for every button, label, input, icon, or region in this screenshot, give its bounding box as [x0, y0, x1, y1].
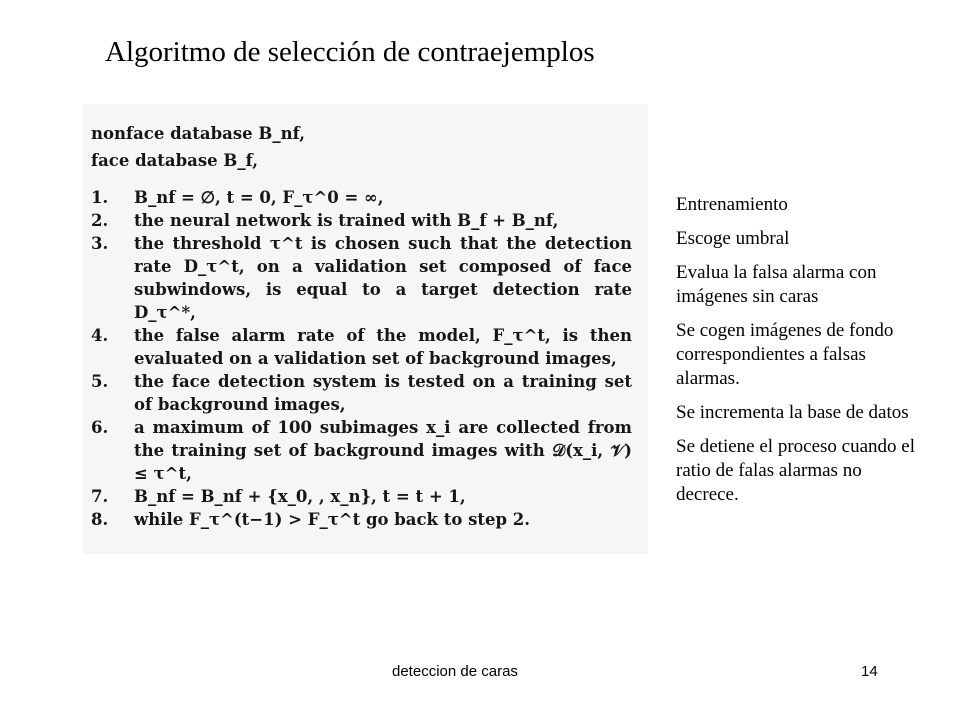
step-text: B_nf = ∅, t = 0, F_τ^0 = ∞, [134, 188, 384, 207]
step-number: 4. [91, 326, 109, 345]
step-number: 1. [91, 188, 109, 207]
face-database-line: face database B_f, [91, 151, 259, 170]
note-detiene-proceso: Se detiene el proceso cuando el ratio de falas alarmas no decrece. [676, 436, 915, 505]
step-text: the threshold τ^t is chosen such that the detection rate D_τ^t, on a validation set composed of face subwindows, is equal to a target detection rate D_τ^*, [134, 234, 632, 322]
step-number: 3. [91, 234, 109, 253]
note-evalua-falsa-alarma: Evalua la falsa alarma con imágenes sin caras [676, 262, 877, 307]
step-number: 7. [91, 487, 109, 506]
step-number: 2. [91, 211, 109, 230]
step-notes [676, 193, 916, 517]
step-text: the false alarm rate of the model, F_τ^t, is then evaluated on a validation set of background images, [134, 326, 632, 368]
algorithm-step [91, 186, 632, 209]
note-incrementa-base: Se incrementa la base de datos [676, 402, 909, 423]
step-text: the face detection system is tested on a training set of background images, [134, 372, 632, 414]
algorithm-step [91, 209, 632, 232]
note-entrenamiento: Entrenamiento [676, 194, 788, 215]
algorithm-step [91, 232, 632, 324]
step-text: while F_τ^(t−1) > F_τ^t go back to step 2. [134, 510, 531, 529]
nonface-database-line: nonface database B_nf, [91, 124, 306, 143]
algorithm-step [91, 370, 632, 416]
slide-title: Algoritmo de selección de contraejemplos [105, 36, 595, 68]
note-escoge-umbral: Escoge umbral [676, 228, 790, 249]
step-number: 8. [91, 510, 109, 529]
algorithm-steps [91, 186, 632, 531]
step-text: B_nf = B_nf + {x_0, , x_n}, t = t + 1, [134, 487, 466, 506]
algorithm-box [83, 104, 648, 554]
step-number: 6. [91, 418, 109, 437]
algorithm-step [91, 324, 632, 370]
page-number: 14 [861, 663, 878, 680]
algorithm-step [91, 485, 632, 508]
step-text: the neural network is trained with B_f + B_nf, [134, 211, 559, 230]
step-number: 5. [91, 372, 109, 391]
algorithm-step [91, 416, 632, 485]
footer-text: deteccion de caras [392, 663, 518, 680]
step-text: a maximum of 100 subimages x_i are collected from the training set of background images with 𝒟(x_i, 𝒱) ≤ τ^t, [134, 418, 632, 483]
note-imagenes-de-fondo: Se cogen imágenes de fondo correspondientes a falsas alarmas. [676, 320, 894, 389]
algorithm-step [91, 508, 632, 531]
